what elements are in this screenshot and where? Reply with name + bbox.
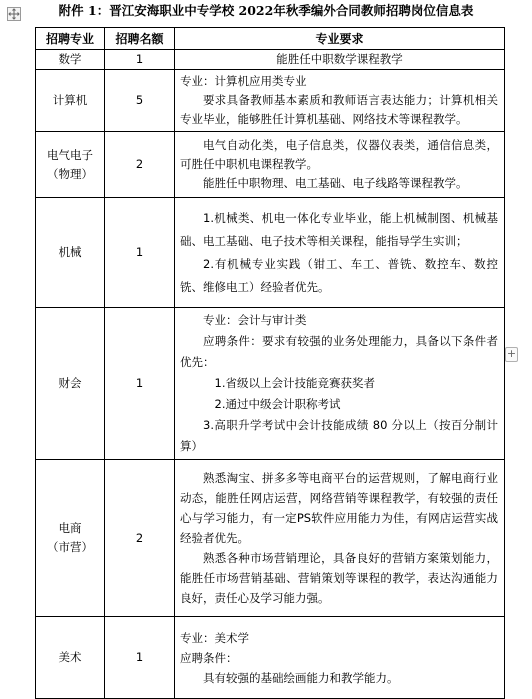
table-row — [36, 70, 505, 132]
requirement-line: 专业：会计与审计类 — [203, 313, 307, 327]
requirements-cell — [175, 198, 505, 308]
requirement-line: 电气自动化类，电子信息类，仪器仪表类，通信信息类，可胜任中职机电课程教学。 — [180, 138, 498, 171]
table-row — [36, 132, 505, 198]
major-subname: （物理） — [47, 166, 93, 181]
major-name: 机械 — [58, 245, 82, 259]
major-name: 财会 — [58, 376, 82, 390]
table-move-handle-icon[interactable] — [7, 7, 21, 21]
requirement-line: 2.有机械专业实践（钳工、车工、普铣、数控车、数控铣、维修电工）经验者优先。 — [180, 256, 498, 294]
requirement-line: 1.机械类、机电一体化专业毕业，能上机械制图、机械基础、电工基础、电子技术等相关课程，能指导学生实训； — [180, 210, 498, 248]
requirement-line: 专业：美术学 — [180, 630, 249, 645]
major-cell — [36, 460, 105, 617]
table-row — [36, 460, 505, 617]
table-row — [36, 198, 505, 308]
requirement-line: 熟悉淘宝、拼多多等电商平台的运营规则，了解电商行业动态，能胜任网店运营，网络营销等课程教学，有较强的责任心与学习能力，有一定PS软件应用能力为佳，有网店运营实战经验者优先。 — [180, 471, 498, 545]
major-name: 电气电子 — [47, 147, 93, 162]
major-name: 电商 — [58, 521, 82, 535]
quota-cell: 2 — [105, 132, 175, 198]
requirement-line: 2.通过中级会计职称考试 — [214, 397, 341, 411]
major-cell — [36, 198, 105, 308]
requirement-line: 熟悉各种市场营销理论，具备良好的营销方案策划能力，能胜任市场营销基础、营销策划等课程的教学，表达沟通能力良好，责任心及学习能力强。 — [180, 551, 498, 605]
major-cell — [36, 617, 105, 699]
header-requirements: 专业要求 — [175, 28, 505, 50]
major-name: 美术 — [58, 650, 82, 664]
requirement-line: 具有较强的基础绘画能力和教学能力。 — [203, 670, 399, 685]
quota-cell: 1 — [105, 198, 175, 308]
add-column-plus-icon[interactable]: + — [506, 347, 517, 360]
requirement-line: 能胜任中职物理、电工基础、电子线路等课程教学。 — [203, 176, 468, 190]
major-name: 计算机 — [52, 93, 88, 107]
requirements-cell — [175, 70, 505, 132]
requirements-cell — [175, 50, 505, 70]
major-name: 数学 — [58, 52, 82, 66]
requirement-line: 专业：计算机应用类专业 — [180, 74, 307, 88]
quota-cell: 5 — [105, 70, 175, 132]
document-title: 附件 1：晋江安海职业中专学校 2022年秋季编外合同教师招聘岗位信息表 — [58, 3, 474, 18]
quota-cell: 1 — [105, 308, 175, 460]
quota-cell: 1 — [105, 50, 175, 70]
major-cell — [36, 70, 105, 132]
header-quota: 招聘名额 — [105, 28, 175, 50]
requirements-cell — [175, 132, 505, 198]
table-header-row — [36, 28, 505, 50]
table-row — [36, 308, 505, 460]
major-cell — [36, 50, 105, 70]
quota-cell: 1 — [105, 617, 175, 699]
requirement-line: 1.省级以上会计技能竞赛获奖者 — [214, 376, 375, 390]
major-cell — [36, 132, 105, 198]
requirements-cell — [175, 460, 505, 617]
requirement-line: 应聘条件：要求有较强的业务处理能力，具备以下条件者优先： — [180, 334, 498, 369]
requirement-line: 3.高职升学考试中会计技能成绩 80 分以上（按百分制计算） — [180, 418, 498, 453]
requirements-cell — [175, 308, 505, 460]
quota-cell: 2 — [105, 460, 175, 617]
major-cell — [36, 308, 105, 460]
table-row — [36, 50, 505, 70]
table-row — [36, 617, 505, 699]
requirement-line: 要求具备教师基本素质和教师语言表达能力；计算机相关专业毕业，能够胜任计算机基础、网络技术等课程教学。 — [180, 93, 498, 126]
recruitment-table — [35, 27, 505, 699]
requirement-line: 应聘条件： — [180, 650, 238, 665]
requirement-line: 能胜任中职数学课程教学 — [276, 52, 403, 66]
header-major: 招聘专业 — [36, 28, 105, 50]
major-subname: （市营） — [47, 540, 93, 554]
requirements-cell — [175, 617, 505, 699]
